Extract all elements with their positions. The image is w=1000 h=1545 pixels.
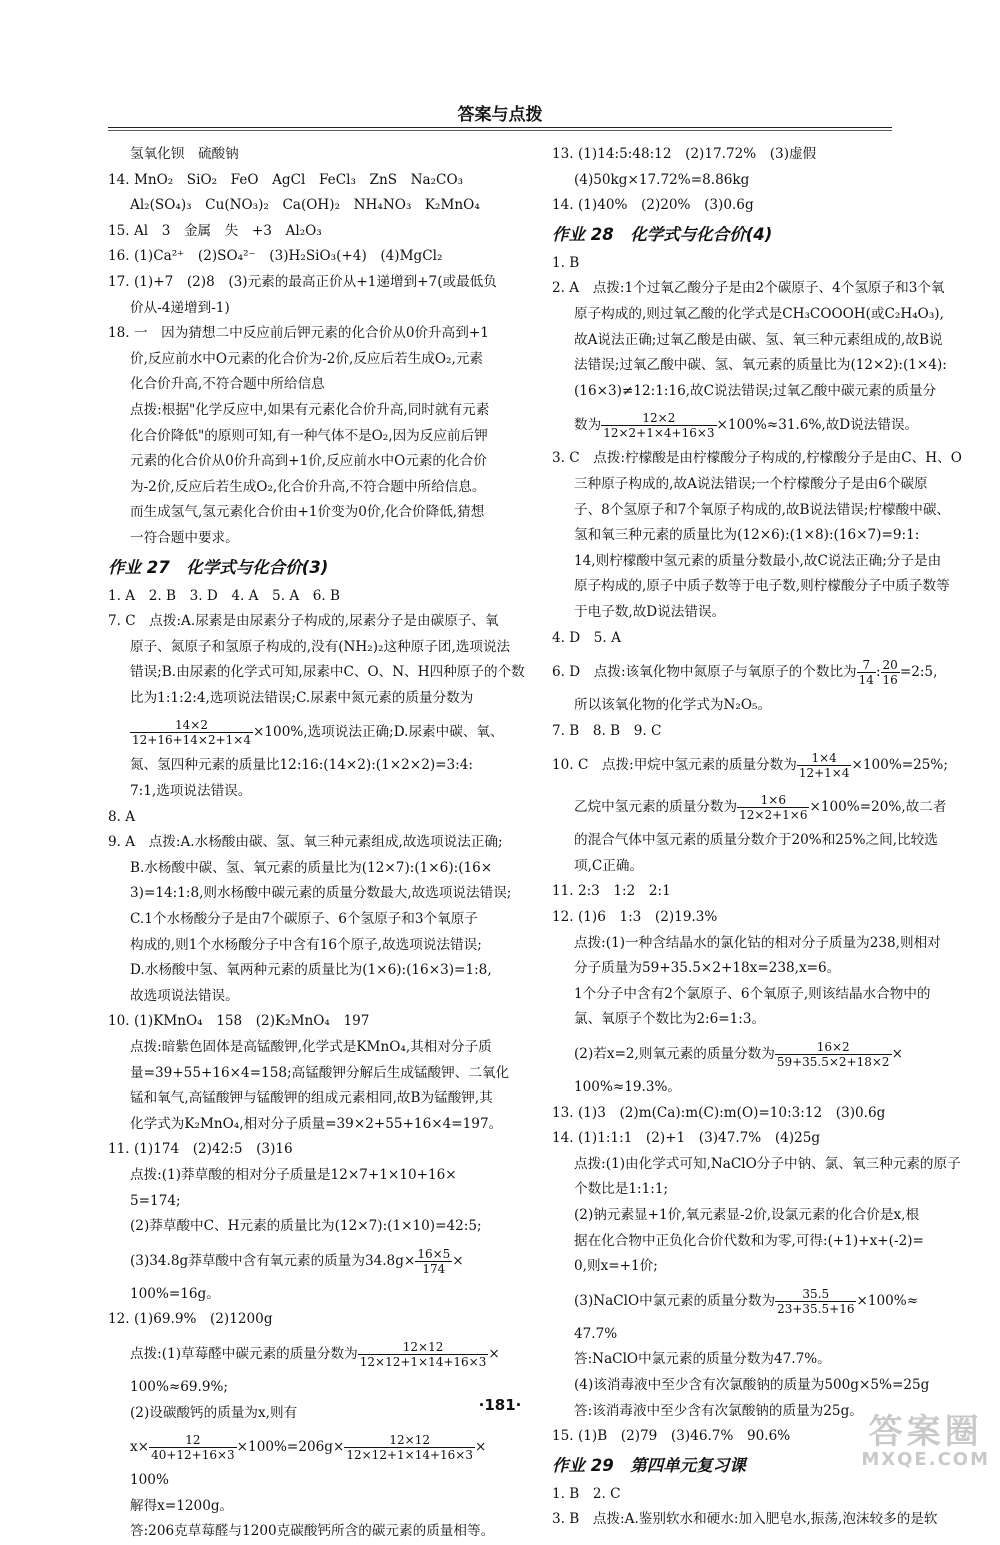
answer-line: 点拨:(1)一种含结晶水的氯化钴的相对分子质量为238,则相对 bbox=[574, 934, 941, 951]
answer-line: 所以该氧化物的化学式为N₂O₅。 bbox=[574, 697, 772, 714]
answer-line: 子、8个氢原子和7个氧原子构成的,故B说法错误;柠檬酸中碳、 bbox=[574, 501, 951, 518]
section-heading: 作业 27 化学式与化合价(3) bbox=[108, 557, 329, 577]
formula-text: × bbox=[452, 1252, 464, 1269]
answer-line: 化合价升高,不符合题中所给信息 bbox=[130, 376, 325, 393]
answer-line: 14,则柠檬酸中氢元素的质量分数最小,故C说法正确;分子是由 bbox=[574, 552, 942, 569]
fraction bbox=[130, 718, 253, 747]
answer-line: Al₂(SO₄)₃ Cu(NO₃)₂ Ca(OH)₂ NH₄NO₃ K₂MnO₄ bbox=[130, 197, 480, 214]
answer-line: (2)钠元素显+1价,氧元素显-2价,设氯元素的化合价是x,根 bbox=[574, 1207, 920, 1223]
fraction-numerator: 12 bbox=[149, 1433, 237, 1448]
answer-line: 构成的,则1个水杨酸分子中含有16个原子,故选项说法错误; bbox=[130, 936, 482, 953]
formula-line bbox=[552, 651, 990, 693]
fraction-numerator: 16×5 bbox=[417, 1246, 451, 1261]
answer-line: 100%≈69.9%; bbox=[130, 1378, 229, 1395]
fraction bbox=[775, 1287, 856, 1316]
answer-line: 7. B 8. B 9. C bbox=[552, 722, 662, 739]
section-heading: 作业 29 第四单元复习课 bbox=[552, 1455, 746, 1475]
answer-line: 5=174; bbox=[130, 1192, 181, 1209]
answer-line: 8. A bbox=[108, 808, 136, 825]
fraction-numerator: 35.5 bbox=[775, 1287, 856, 1302]
formula-text: ×100%=20%,故二者 bbox=[809, 799, 947, 816]
answer-line: 100% bbox=[130, 1472, 169, 1489]
answer-line: 量=39+55+16×4=158;高锰酸钾分解后生成锰酸钾、二氧化 bbox=[130, 1064, 510, 1081]
formula-line bbox=[552, 1033, 990, 1075]
answer-line: C.1个水杨酸分子是由7个碳原子、6个氢原子和3个氧原子 bbox=[130, 911, 478, 928]
formula-text: 10. C 点拨:甲烷中氢元素的质量分数为 bbox=[552, 757, 797, 774]
fraction bbox=[737, 793, 809, 822]
fraction bbox=[857, 658, 876, 687]
answer-line: 原子构成的,则过氧乙酸的化学式是CH₃COOOH(或C₂H₄O₃), bbox=[574, 305, 944, 322]
answer-line: 一符合题中要求。 bbox=[130, 529, 239, 546]
answer-line: 11. 2:3 1:2 2:1 bbox=[552, 883, 671, 900]
formula-line bbox=[552, 1280, 990, 1322]
formula-line bbox=[552, 786, 990, 828]
answer-line: 价,反应前水中O元素的化合价为-2价,反应后若生成O₂,元素 bbox=[130, 350, 484, 367]
fraction bbox=[149, 1433, 237, 1462]
answer-line: 0,则x=+1价; bbox=[574, 1258, 658, 1275]
watermark-line2: MXQE.COM bbox=[861, 1449, 990, 1470]
fraction-numerator: 20 bbox=[882, 658, 898, 673]
formula-text: (2)若x=2,则氧元素的质量分数为 bbox=[574, 1046, 775, 1063]
answer-line: 项,C正确。 bbox=[574, 857, 644, 874]
fraction-numerator: 16×2 bbox=[775, 1040, 892, 1055]
answer-line: 原子、氮原子和氢原子构成的,没有(NH₂)₂这种原子团,选项说法 bbox=[130, 638, 511, 655]
answer-line: 氮、氢四种元素的质量比12:16:(14×2):(1×2×2)=3:4: bbox=[130, 757, 473, 774]
watermark-logo bbox=[861, 1414, 990, 1470]
fraction-denominator: 12×12+1×14+16×3 bbox=[346, 1448, 473, 1463]
answer-line: 11. (1)174 (2)42:5 (3)16 bbox=[108, 1141, 293, 1158]
answer-line: 为-2价,反应后若生成O₂,化合价升高,不符合题中所给信息。 bbox=[130, 478, 486, 495]
fraction-numerator: 7 bbox=[857, 658, 876, 673]
answer-line: 于电子数,故D说法错误。 bbox=[574, 603, 726, 620]
answer-line: (16×3)≠12:1:16,故C说法错误;过氧乙酸中碳元素的质量分 bbox=[574, 382, 937, 399]
answer-line: 点拨:暗紫色固体是高锰酸钾,化学式是KMnO₄,其相对分子质 bbox=[130, 1039, 492, 1055]
answer-line: 个数比是1:1:1; bbox=[574, 1181, 669, 1198]
answer-line: (2)设碳酸钙的质量为x,则有 bbox=[130, 1404, 298, 1421]
fraction bbox=[775, 1040, 892, 1069]
formula-line bbox=[108, 1333, 533, 1375]
formula-text: × bbox=[891, 1046, 903, 1063]
fraction-denominator: 12+1×4 bbox=[798, 766, 850, 781]
answer-line: 100%=16g。 bbox=[130, 1285, 220, 1302]
formula-text: 6. D 点拨:该氧化物中氮原子与氧原子的个数比为 bbox=[552, 664, 857, 681]
answer-line: 14. (1)1:1:1 (2)+1 (3)47.7% (4)25g bbox=[552, 1130, 821, 1147]
answer-line: 17. (1)+7 (2)8 (3)元素的最高正价从+1递增到+7(或最低负 bbox=[108, 273, 497, 290]
answer-line: 1. A 2. B 3. D 4. A 5. A 6. B bbox=[108, 587, 341, 604]
formula-text: 乙烷中氢元素的质量分数为 bbox=[574, 799, 738, 816]
answer-line: 解得x=1200g。 bbox=[130, 1497, 234, 1514]
answer-line: 法错误;过氧乙酸中碳、氢、氧元素的质量比为(12×2):(1×4): bbox=[574, 357, 947, 374]
fraction-denominator: 16 bbox=[882, 673, 898, 688]
answer-line: 47.7% bbox=[574, 1325, 618, 1342]
formula-line bbox=[108, 1426, 533, 1468]
answer-line: 氢氧化钡 硫酸钠 bbox=[130, 146, 239, 162]
answer-line: 答:206克草莓醛与1200克碳酸钙所含的碳元素的质量相等。 bbox=[130, 1523, 495, 1540]
answer-line: 13. (1)3 (2)m(Ca):m(C):m(O)=10:3:12 (3)0.6g bbox=[552, 1104, 886, 1121]
answer-line: 3. B 点拨:A.鉴别软水和硬水:加入肥皂水,振荡,泡沫较多的是软 bbox=[552, 1511, 938, 1528]
answer-line: 原子构成的,原子中质子数等于电子数,则柠檬酸分子中质子数等 bbox=[574, 578, 950, 595]
answer-line: 4. D 5. A bbox=[552, 629, 621, 646]
answer-line: 14. MnO₂ SiO₂ FeO AgCl FeCl₃ ZnS Na₂CO₃ bbox=[108, 171, 464, 188]
answer-line: 点拨:(1)莽草酸的相对分子质量是12×7+1×10+16× bbox=[130, 1166, 457, 1183]
fraction bbox=[601, 411, 716, 440]
answer-line: 点拨:(1)由化学式可知,NaClO分子中钠、氯、氧三种元素的原子 bbox=[574, 1155, 961, 1172]
fraction-denominator: 12×12+1×14+16×3 bbox=[359, 1354, 487, 1369]
answer-line: 15. Al 3 金属 失 +3 Al₂O₃ bbox=[108, 222, 322, 239]
answer-line: 18. 一 因为猜想二中反应前后钾元素的化合价从0价升高到+1 bbox=[108, 325, 489, 342]
answer-line: 1个分子中含有2个氯原子、6个氧原子,则该结晶水合物中的 bbox=[574, 985, 931, 1002]
answer-line: 15. (1)B (2)79 (3)46.7% 90.6% bbox=[552, 1428, 791, 1445]
formula-text: × bbox=[488, 1345, 500, 1362]
formula-text: ×100%=25%; bbox=[851, 757, 948, 774]
section-heading: 作业 28 化学式与化合价(4) bbox=[552, 224, 773, 244]
fraction bbox=[344, 1433, 475, 1462]
answer-line: 价从-4递增到-1) bbox=[130, 299, 230, 316]
answer-line: 的混合气体中氢元素的质量分数介于20%和25%之间,比较选 bbox=[574, 832, 938, 849]
fraction-numerator: 12×12 bbox=[344, 1433, 475, 1448]
answer-line: 比为1:1:2:4,选项说法错误;C.尿素中氮元素的质量分数为 bbox=[130, 689, 474, 706]
fraction-denominator: 12×2+1×6 bbox=[739, 808, 808, 823]
answer-line: B.水杨酸中碳、氢、氧元素的质量比为(12×7):(1×6):(16× bbox=[130, 859, 493, 876]
answer-line: 点拨:根据"化学反应中,如果有元素化合价升高,同时就有元素 bbox=[130, 401, 490, 418]
answer-line: 3. C 点拨:柠檬酸是由柠檬酸分子构成的,柠檬酸分子是由C、H、O bbox=[552, 450, 962, 467]
answer-line: 9. A 点拨:A.水杨酸由碳、氢、氧三种元素组成,故选项说法正确; bbox=[108, 834, 503, 851]
page-number: ·181· bbox=[478, 1396, 522, 1414]
answer-line: 故A说法正确;过氧乙酸是由碳、氢、氧三种元素组成的,故B说 bbox=[574, 331, 943, 348]
answer-line: 1. B 2. C bbox=[552, 1485, 621, 1502]
answer-line: 三种原子构成的,故A说法错误;一个柠檬酸分子是由6个碳原 bbox=[574, 475, 928, 492]
fraction-denominator: 59+35.5×2+18×2 bbox=[776, 1055, 890, 1070]
answer-line: 7:1,选项说法错误。 bbox=[130, 783, 252, 800]
formula-text: ×100%≈ bbox=[856, 1292, 919, 1309]
fraction-numerator: 1×6 bbox=[737, 793, 809, 808]
fraction-denominator: 12×2+1×4+16×3 bbox=[603, 426, 715, 441]
answer-line: 13. (1)14:5:48:12 (2)17.72% (3)虚假 bbox=[552, 146, 817, 162]
fraction bbox=[358, 1340, 489, 1369]
fraction-numerator: 1×4 bbox=[797, 751, 852, 766]
answer-line: 而生成氢气,氢元素化合价由+1价变为0价,化合价降低,猜想 bbox=[130, 504, 485, 521]
answer-line: 分子质量为59+35.5×2+18x=238,x=6。 bbox=[574, 960, 841, 977]
fraction bbox=[797, 751, 852, 780]
answer-line: 化学式为K₂MnO₄,相对分子质量=39×2+55+16×4=197。 bbox=[130, 1115, 503, 1132]
answer-line: 化合价降低"的原则可知,有一种气体不是O₂,因为反应前后钾 bbox=[130, 427, 488, 444]
formula-text: (3)34.8g莽草酸中含有氧元素的质量为34.8g× bbox=[130, 1252, 416, 1269]
answer-line: 答:该消毒液中至少含有次氯酸钠的质量为25g。 bbox=[574, 1402, 863, 1419]
answer-line: 7. C 点拨:A.尿素是由尿素分子构成的,尿素分子是由碳原子、氧 bbox=[108, 613, 499, 630]
fraction bbox=[881, 658, 900, 687]
watermark-line1: 答案圈 bbox=[868, 1412, 983, 1452]
answer-line: 氯、氧原子个数比为2:6=1:3。 bbox=[574, 1011, 766, 1028]
answer-line: 100%≈19.3%。 bbox=[574, 1079, 682, 1096]
answer-line: 错误;B.由尿素的化学式可知,尿素中C、O、N、H四种原子的个数 bbox=[130, 664, 525, 681]
formula-text: x× bbox=[130, 1439, 150, 1456]
answer-line: 14. (1)40% (2)20% (3)0.6g bbox=[552, 197, 754, 214]
formula-line bbox=[552, 404, 990, 446]
formula-line bbox=[108, 1240, 533, 1282]
answer-line: 元素的化合价从0价升高到+1价,反应前水中O元素的化合价 bbox=[130, 453, 487, 470]
formula-text: ×100%,选项说法正确;D.尿素中碳、氧、 bbox=[253, 724, 504, 741]
fraction-denominator: 23+35.5+16 bbox=[777, 1301, 855, 1316]
answer-line: (4)该消毒液中至少含有次氯酸钠的质量为500g×5%=25g bbox=[574, 1376, 930, 1393]
answer-line: (4)50kg×17.72%=8.86kg bbox=[574, 171, 750, 188]
answer-line: 故选项说法错误。 bbox=[130, 987, 239, 1004]
fraction-denominator: 12+16+14×2+1×4 bbox=[132, 733, 251, 748]
header-rule bbox=[108, 127, 892, 128]
page-header: 答案与点拨 bbox=[457, 105, 543, 125]
answer-line: 1. B bbox=[552, 254, 580, 271]
header-rule-thin bbox=[108, 130, 892, 131]
fraction bbox=[415, 1247, 452, 1276]
answer-line: 氢和氧三种元素的质量比为(12×6):(1×8):(16×7)=9:1: bbox=[574, 527, 920, 544]
answer-line: 据在化合物中正负化合价代数和为零,可得:(+1)+x+(-2)= bbox=[574, 1232, 924, 1249]
formula-text: 数为 bbox=[574, 417, 602, 434]
answer-line: 12. (1)6 1:3 (2)19.3% bbox=[552, 909, 718, 926]
formula-text: 点拨:(1)草莓醛中碳元素的质量分数为 bbox=[130, 1345, 358, 1362]
answer-line: 2. A 点拨:1个过氧乙酸分子是由2个碳原子、4个氢原子和3个氧 bbox=[552, 280, 945, 297]
fraction-denominator: 174 bbox=[422, 1261, 446, 1276]
answer-line: 12. (1)69.9% (2)1200g bbox=[108, 1311, 273, 1328]
formula-text: ×100%≈31.6%,故D说法错误。 bbox=[716, 417, 919, 434]
fraction-numerator: 12×12 bbox=[358, 1340, 489, 1355]
answer-line: 锰和氧气,高锰酸钾与锰酸钾的组成元素相同,故B为锰酸钾,其 bbox=[130, 1090, 493, 1107]
fraction-denominator: 40+12+16×3 bbox=[151, 1448, 235, 1463]
answer-line: (2)莽草酸中C、H元素的质量比为(12×7):(1×10)=42:5; bbox=[130, 1218, 482, 1235]
answer-line: 16. (1)Ca²⁺ (2)SO₄²⁻ (3)H₂SiO₃(+4) (4)MgCl₂ bbox=[108, 248, 443, 265]
answer-line: 答:NaClO中氯元素的质量分数为47.7%。 bbox=[574, 1351, 831, 1368]
formula-text: =2:5, bbox=[899, 664, 938, 681]
answer-line: D.水杨酸中氢、氧两种元素的质量比为(1×6):(16×3)=1:8, bbox=[130, 962, 492, 979]
formula-text: : bbox=[875, 664, 881, 681]
answer-line: 3)=14:1:8,则水杨酸中碳元素的质量分数最大,故选项说法错误; bbox=[130, 885, 512, 902]
formula-text: × bbox=[474, 1439, 487, 1456]
formula-line bbox=[552, 744, 990, 786]
formula-line bbox=[108, 711, 533, 753]
fraction-numerator: 12×2 bbox=[601, 411, 716, 426]
formula-text: ×100%=206g× bbox=[236, 1439, 345, 1456]
fraction-denominator: 14 bbox=[858, 673, 874, 688]
fraction-numerator: 14×2 bbox=[130, 718, 253, 733]
answer-line: 10. (1)KMnO₄ 158 (2)K₂MnO₄ 197 bbox=[108, 1013, 370, 1030]
formula-text: (3)NaClO中氯元素的质量分数为 bbox=[574, 1292, 776, 1309]
